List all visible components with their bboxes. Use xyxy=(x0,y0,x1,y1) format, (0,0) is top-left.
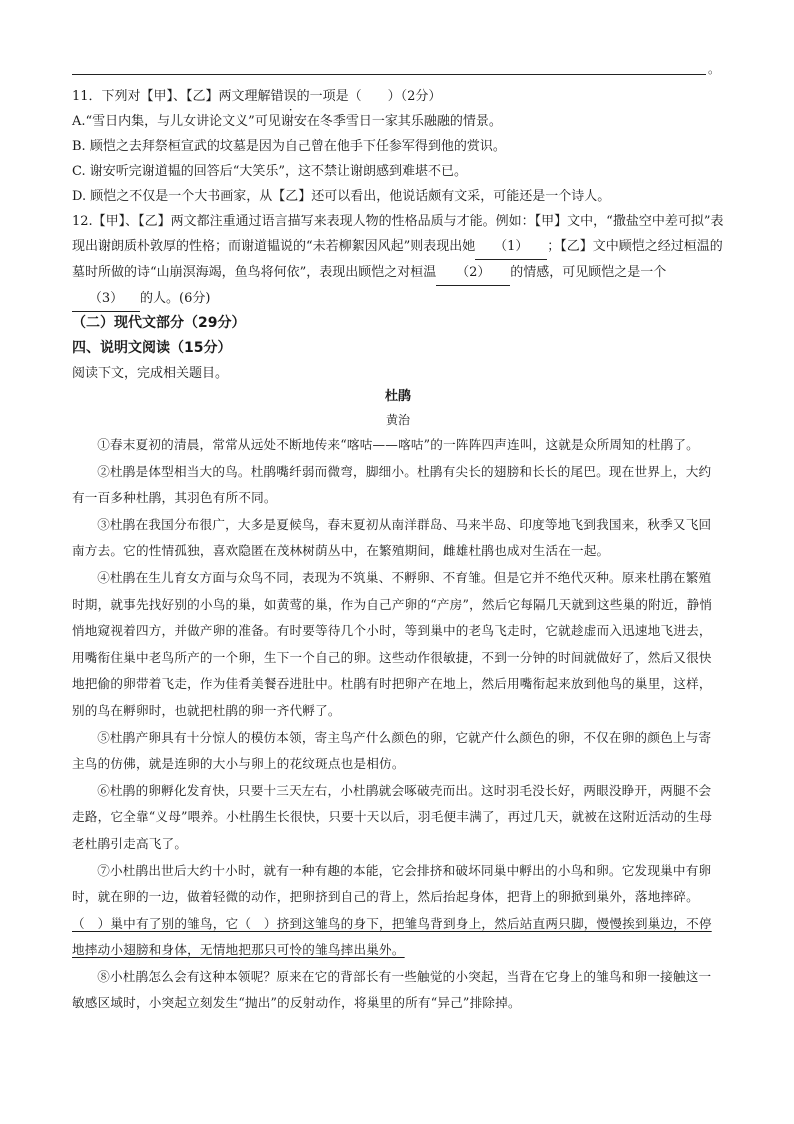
essay-paragraph-4: ④杜鹃在生儿育女方面与众鸟不同，表现为不筑巢、不孵卵、不育雏。但是它并不绝代灭种。原来杜鹃在繁殖时期，就事先找好别的小鸟的巢，如黄莺的巢，作为自己产卵的“产房”，然后它每隔几天就到这些巢的附近，静悄悄地窥视着四方，并做产卵的准备。有时要等待几个小时，等到巢中的老鸟飞走时，它就趁虚而入迅速地飞进去，用嘴衔住巢中老鸟所产的一个卵，生下一个自己的卵。这些动作很敏捷，不到一分钟的时间就做好了，然后又很快地把偷的卵带着飞走，作为佳肴美餐吞进肚中。杜鹃有时把卵产在地上，然后用嘴衔起来放到他鸟的巢里，这样，别的鸟在孵卵时，也就把杜鹃的卵一齐代孵了。 xyxy=(72,569,713,718)
essay-paragraph-1: ①春末夏初的清晨，常常从远处不断地传来“喀咕——喀咕”的一阵阵四声连叫，这就是众所周知的杜鹃了。 xyxy=(97,437,699,452)
answer-line xyxy=(72,62,706,75)
answer-line-end-mark: 。 xyxy=(708,62,721,76)
essay-author: 黄治 xyxy=(385,413,410,427)
answer-blank-2[interactable]: （2） xyxy=(436,260,510,286)
answer-blank-3[interactable]: （3） xyxy=(72,286,140,312)
option-a: A.“雪日内集，与儿女讲论文义”可见谢安在冬季雪日一家其乐融融的情景。 xyxy=(72,114,502,129)
essay-paragraph-8: ⑧小杜鹃怎么会有这种本领呢？原来在它的背部长有一些触觉的小突起，当背在它身上的雏鸟和卵一接触这一敏感区域时，小突起立刻发生“抛出”的反射动作，将巢里的所有“异己”排除掉。 xyxy=(72,968,712,1011)
essay-paragraph-6: ⑥杜鹃的卵孵化发育快，只要十三天左右，小杜鹃就会啄破壳而出。这时羽毛没长好，两眼没睁开，两腿不会走路，它全靠“义母”喂养。小杜鹃生长很快，只要十天以后，羽毛便丰满了，再过几天，就被在这附近活动的生母老杜鹃引走高飞了。 xyxy=(72,782,713,851)
underlined-sentence: （ ）巢中有了别的雏鸟，它（ ）挤到这雏鸟的身下，把雏鸟背到身上，然后站直两只脚，慢慢挨到巢边，不停地摔动小翅膀和身体，无情地把那只可怜的雏鸟摔出巢外。 xyxy=(72,915,712,958)
essay-paragraph-5: ⑤杜鹃产卵具有十分惊人的模仿本领，寄主鸟产什么颜色的卵，它就产什么颜色的卵，不仅在卵的颜色上与寄主鸟的仿佛，就是连卵的大小与卵上的花纹斑点也是相仿。 xyxy=(72,729,712,772)
question-11 xyxy=(72,84,724,209)
section-four-heading: 四、说明文阅读（15分） xyxy=(72,340,232,356)
answer-blank-1[interactable]: （1） xyxy=(475,234,547,260)
emphasis-dot-char: 误 xyxy=(283,89,297,104)
essay-title: 杜鹃 xyxy=(384,389,411,404)
essay-paragraph-2: ②杜鹃是体型相当大的鸟。杜鹃嘴纤弱而微弯，脚细小。杜鹃有尖长的翅膀和长长的尾巴。现在世界上，大约有一百多种杜鹃，其羽色有所不同。 xyxy=(72,463,712,506)
essay-body xyxy=(72,432,724,1017)
question-11-stem: 11．下列对【甲】、【乙】两文理解错误的一项是（ ）（2分） xyxy=(72,89,442,104)
section-modern-heading: （二）现代文部分（29分） xyxy=(72,315,246,331)
option-b: B. 顾恺之去拜祭桓宣武的坟墓是因为自己曾在他手下任参军得到他的赏识。 xyxy=(72,139,506,154)
essay-paragraph-7: ⑦小杜鹃出世后大约十小时，就有一种有趣的本能，它会排挤和破坏同巢中孵出的小鸟和卵。它发现巢中有卵时，就在卵的一边，做着轻微的动作，把卵挤到自己的背上，然后抬起身体，把背上的卵掀到巢外，落地摔碎。（ ）巢中有了别的雏鸟，它（ ）挤到这雏鸟的身下，把雏鸟背到身上，然后站直两只脚，慢慢挨到巢边，不停地摔动小翅膀和身体，无情地把那只可怜的雏鸟摔出巢外。 xyxy=(72,862,712,958)
essay-paragraph-3: ③杜鹃在我国分布很广，大多是夏候鸟，春末夏初从南洋群岛、马来半岛、印度等地飞到我国来，秋季又飞回南方去。它的性情孤独，喜欢隐匿在茂林树荫丛中，在繁殖期间，雌雄杜鹃也成对生活在一起。 xyxy=(72,516,712,559)
option-d: D. 顾恺之不仅是一个大书画家，从【乙】还可以看出，他说话颇有文采，可能还是一个诗人。 xyxy=(72,189,611,204)
question-12: 12.【甲】、【乙】两文都注重通过语言描写来表现人物的性格品质与才能。例如：【甲】文中，“撒盐空中差可拟”表现出谢朗质朴敦厚的性格；而谢道韫说的“未若柳絮因风起”则表现出她 （1） ；【乙】文中顾恺之经过桓温的墓时所做的诗“山崩溟海竭，鱼鸟将何依”，表现出顾恺之对桓温 （2） 的情感，可见顾恺之是一个（3） 的人。(6分) xyxy=(72,209,724,312)
instruction: 阅读下文，完成相关题目。 xyxy=(72,366,229,381)
option-c: C. 谢安听完谢道韫的回答后“大笑乐”，这不禁让谢朗感到难堪不已。 xyxy=(72,164,468,179)
